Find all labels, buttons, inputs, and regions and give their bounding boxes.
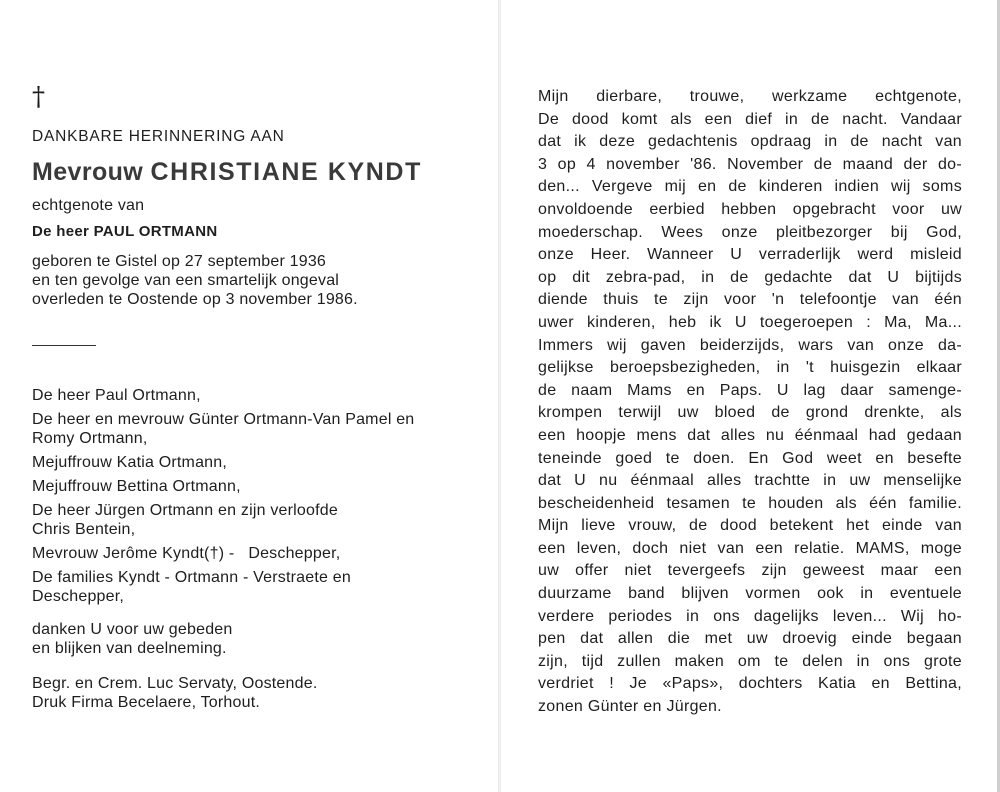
family-line: Mevrouw Jerôme Kyndt(†) - Deschepper, <box>32 545 341 562</box>
message-line: krompen terwijl uw bloed de grond drenkte, als <box>538 404 962 422</box>
thanks-text <box>32 620 472 658</box>
family-line: Deschepper, <box>32 588 125 605</box>
message-line: duurzame band blijven vormen ook in eventuele <box>538 585 962 603</box>
family-entry <box>32 386 472 405</box>
family-entry <box>32 477 472 496</box>
family-line: Chris Bentein, <box>32 521 136 538</box>
birth-line: geboren te Gistel op 27 september 1936 <box>32 253 327 270</box>
name-main: CHRISTIANE KYNDT <box>150 158 422 186</box>
message-line: Mijn lieve vrouw, de dood betekent het einde van <box>538 517 962 535</box>
credit-line: Begr. en Crem. Luc Servaty, Oostende. <box>32 675 318 692</box>
message-line: een hoopje mens dat alles nu éénmaal had gedaan <box>538 426 962 444</box>
birth-line: overleden te Oostende op 3 november 1986. <box>32 291 358 308</box>
message-line: op dit zebra-pad, in de gedachte dat U bijtijds <box>538 268 962 286</box>
thanks-line: en blijken van deelneming. <box>32 640 227 657</box>
family-entry <box>32 568 472 606</box>
family-line: De families Kyndt - Ortmann - Verstraete en <box>32 569 351 586</box>
message-line: gelijkse beroepsbezigheden, in 't huisgezin elkaar <box>538 359 962 377</box>
message-line: de naam Mams en Paps. U lag daar samenge- <box>538 381 962 399</box>
message-line: 3 op 4 november '86. November de maand der do- <box>538 155 962 173</box>
family-line: De heer Paul Ortmann, <box>32 387 201 404</box>
message-line: Mijn dierbare, trouwe, werkzame echtgenote, <box>538 88 962 105</box>
family-line: De heer en mevrouw Günter Ortmann-Van Pamel en <box>32 411 415 428</box>
divider-rule <box>32 345 96 346</box>
message-line: een leven, doch niet van een relatie. MAMS, moge <box>538 539 962 557</box>
spouse-label: echtgenote van <box>32 197 145 214</box>
credit-line: Druk Firma Becelaere, Torhout. <box>32 694 261 711</box>
cross-icon: † <box>32 82 46 112</box>
message-line: pen dat allen die met uw droevig einde begaan <box>538 630 962 648</box>
family-line: Mejuffrouw Bettina Ortmann, <box>32 478 241 495</box>
family-entry <box>32 501 472 539</box>
page-fold <box>498 0 501 792</box>
message-line: Immers wij gaven beiderzijds, wars van onze da- <box>538 336 962 354</box>
message-line: zijn, tijd zullen maken om te delen in ons grote <box>538 652 962 670</box>
message-text <box>538 86 962 719</box>
message-line: onze Heer. Wanneer U verraderlijk werd misleid <box>538 246 962 264</box>
left-page <box>32 82 472 712</box>
family-line: Romy Ortmann, <box>32 430 148 447</box>
deceased-name <box>32 158 472 187</box>
thanks-line: danken U voor uw gebeden <box>32 621 233 638</box>
family-entry <box>32 410 472 448</box>
family-line: Mejuffrouw Katia Ortmann, <box>32 454 228 471</box>
family-list <box>32 386 472 606</box>
message-line: De dood komt als een dief in de nacht. Vandaar <box>538 110 962 128</box>
birth-line: en ten gevolge van een smartelijk ongeval <box>32 272 340 289</box>
message-line: dat ik deze gedachtenis opdraag in de nacht van <box>538 133 962 151</box>
name-prefix: Mevrouw <box>32 158 144 186</box>
message-line: zonen Günter en Jürgen. <box>538 698 722 716</box>
birth-death-info <box>32 252 472 309</box>
message-line: dat U nu éénmaal alles trachtte in uw menselijke <box>538 472 962 490</box>
spouse-name <box>32 223 472 240</box>
family-entry <box>32 453 472 472</box>
message-line: teneinde goed te doen. En God weet en besefte <box>538 449 962 467</box>
message-line: moederschap. Wees onze pleitbezorger bij God, <box>538 223 962 241</box>
message-line: onvoldoende eerbied hebben opgebracht voor uw <box>538 200 962 218</box>
message-line: verdere periodes in ons dagelijks leven... Wij ho- <box>538 607 962 625</box>
message-line: diende thuis te zijn voor 'n telefoontje van één <box>538 291 962 309</box>
family-entry <box>32 544 472 563</box>
message-line: den... Vergeve mij en de kinderen indien wij soms <box>538 178 962 196</box>
family-line: De heer Jürgen Ortmann en zijn verloofde <box>32 502 338 519</box>
spouse-name-text: PAUL ORTMANN <box>93 223 218 240</box>
message-line: bescheidenheid tesamen te houden als één familie. <box>538 494 962 512</box>
credits <box>32 674 472 712</box>
spouse-prefix: De heer <box>32 223 90 240</box>
message-line: uw offer niet tevergeefs zijn geweest maar een <box>538 562 962 580</box>
remembrance-heading: DANKBARE HERINNERING AAN <box>32 128 285 145</box>
message-line: verdriet ! Je «Paps», dochters Katia en Bettina, <box>538 675 962 693</box>
right-page <box>538 86 962 719</box>
message-line: uwer kinderen, heb ik U toegeroepen : Ma, Ma... <box>538 313 962 331</box>
